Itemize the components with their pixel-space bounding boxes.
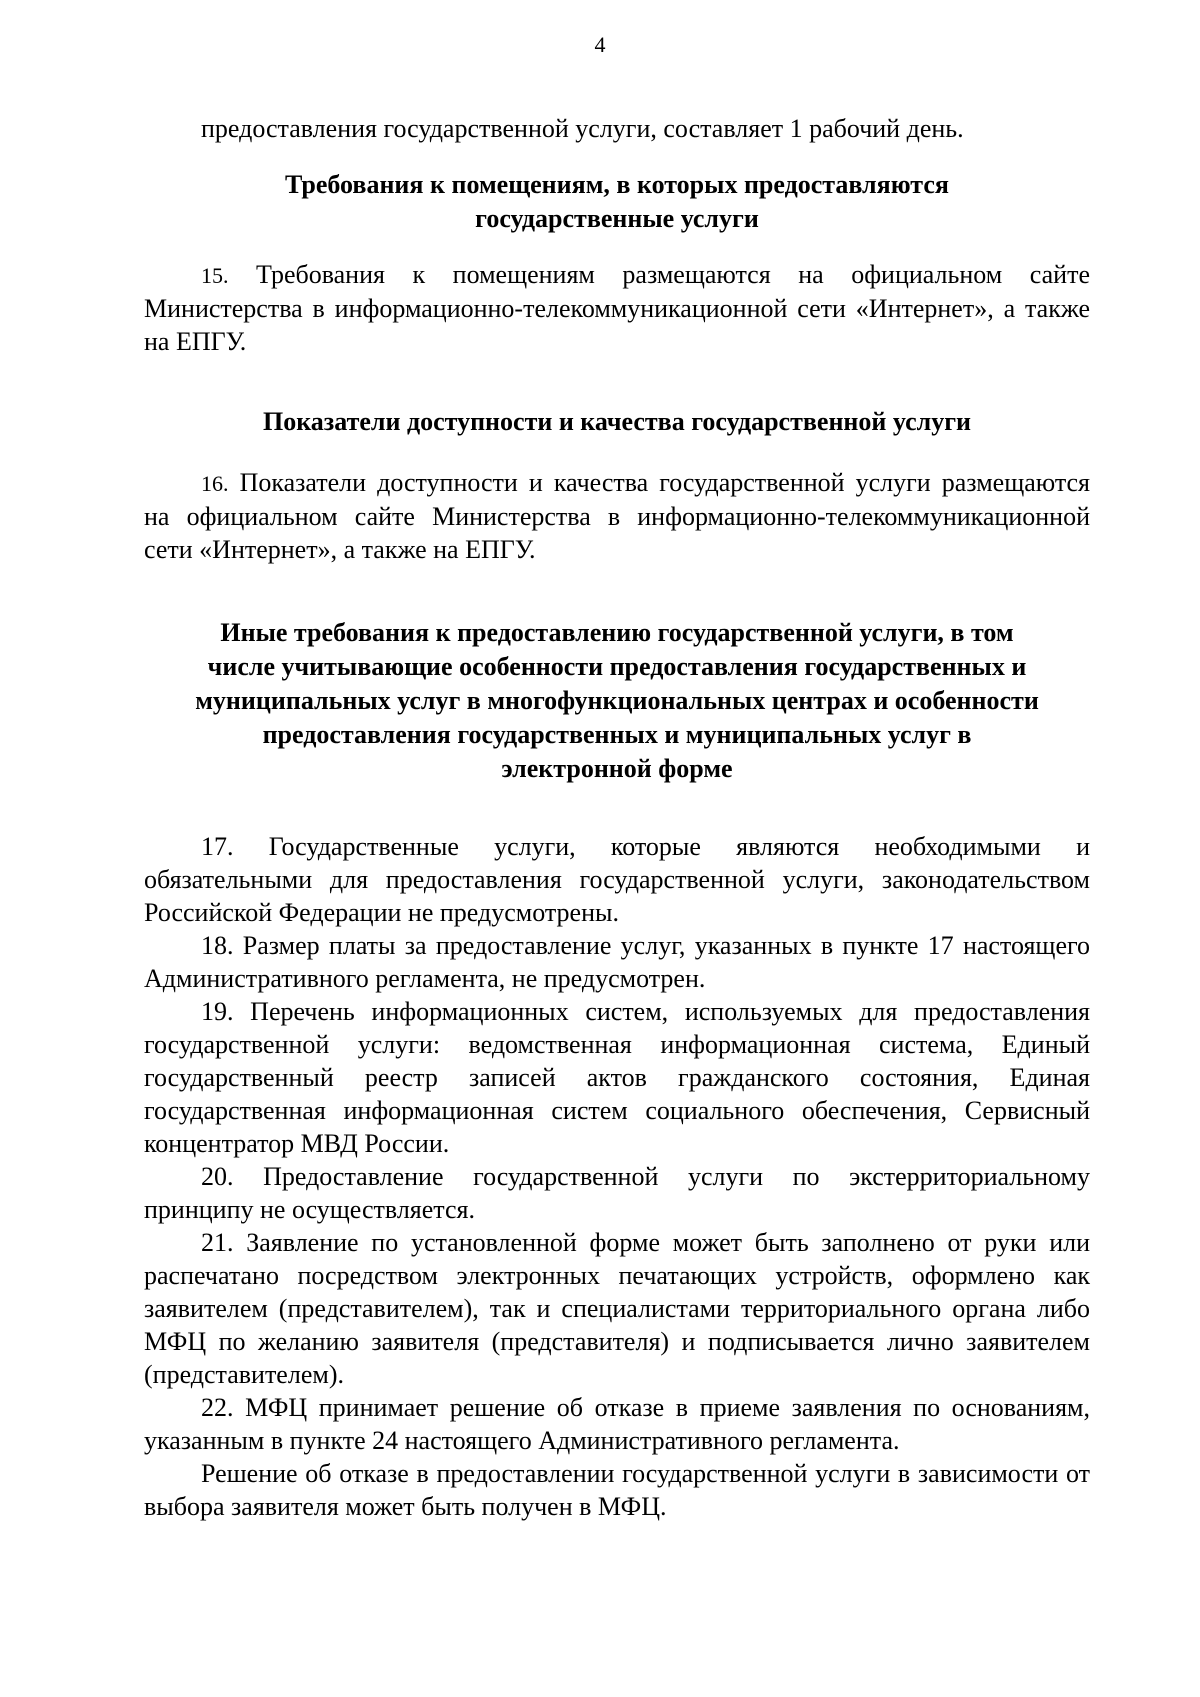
paragraph-text: Показатели доступности и качества государственной услуги размещаются на официальном сайте Министерства в информационно-телекоммуникационной сети «Интернет», а также на ЕПГУ. xyxy=(144,468,1091,564)
section-premises-heading xyxy=(144,168,1090,236)
paragraph xyxy=(144,258,1090,358)
heading-line: электронной форме xyxy=(501,754,733,783)
paragraph-number: 19. xyxy=(201,997,234,1026)
paragraph-text: Решение об отказе в предоставлении государственной услуги в зависимости от выбора заявителя может быть получен в МФЦ. xyxy=(144,1459,1090,1521)
paragraph-number: 15. xyxy=(201,263,229,288)
heading-line: Требования к помещениям, в которых предоставляются xyxy=(285,170,949,199)
heading-line: предоставления государственных и муниципальных услуг в xyxy=(262,720,972,749)
paragraph-number: 21. xyxy=(201,1228,234,1257)
paragraph-number: 17. xyxy=(201,832,234,861)
heading-line: государственные услуги xyxy=(475,204,759,233)
paragraph-number: 20. xyxy=(201,1162,234,1191)
paragraph-number: 22. xyxy=(201,1393,234,1422)
lead-paragraph xyxy=(144,112,1090,145)
paragraph-16 xyxy=(144,466,1090,566)
heading-line: муниципальных услуг в многофункциональных центрах и особенности xyxy=(195,686,1039,715)
paragraph-number: 18. xyxy=(201,931,234,960)
paragraph-refusal-decision xyxy=(144,1457,1090,1523)
page-number: 4 xyxy=(594,32,606,57)
lead-line: предоставления государственной услуги, составляет 1 рабочий день. xyxy=(201,114,964,143)
paragraph-text: Требования к помещениям размещаются на официальном сайте Министерства в информационно-телекоммуникационной сети «Интернет», а также на ЕПГУ. xyxy=(144,260,1090,356)
paragraph-text: Заявление по установленной форме может быть заполнено от руки или распечатано посредством электронных печатающих устройств, оформлено как заявителем (представителем), так и специалистами территориального органа либо МФЦ по желанию заявителя (представителя) и подписывается лично заявителем (представителем). xyxy=(144,1228,1091,1389)
paragraph-20 xyxy=(144,1160,1090,1226)
paragraph-text: Перечень информационных систем, используемых для предоставления государственной услуги: ведомственная информационная система, Единый государственный реестр записей актов гражданского состояния, Единая государственная информационная систем социального обеспечения, Сервисный концентратор МВД России. xyxy=(144,997,1091,1158)
paragraph-text: Предоставление государственной услуги по экстерриториальному принципу не осуществляется. xyxy=(144,1162,1091,1224)
paragraph-22 xyxy=(144,1391,1090,1457)
heading-line: числе учитывающие особенности предоставления государственных и xyxy=(207,652,1027,681)
section-other-requirements-heading xyxy=(144,616,1090,786)
heading-line: Показатели доступности и качества государственной услуги xyxy=(262,407,972,436)
paragraphs-17-22 xyxy=(144,830,1090,1523)
heading-line: Иные требования к предоставлению государственной услуги, в том xyxy=(220,618,1014,647)
paragraph-text: МФЦ принимает решение об отказе в приеме заявления по основаниям, указанным в пункте 24 настоящего Административного регламента. xyxy=(144,1393,1090,1455)
paragraph-text: Государственные услуги, которые являются необходимыми и обязательными для предоставления государственной услуги, законодательством Российской Федерации не предусмотрены. xyxy=(144,832,1090,927)
paragraph-number: 16. xyxy=(201,471,229,496)
paragraph-19 xyxy=(144,995,1090,1160)
paragraph-text: Размер платы за предоставление услуг, указанных в пункте 17 настоящего Административного регламента, не предусмотрен. xyxy=(144,931,1090,993)
paragraph xyxy=(144,466,1090,566)
paragraph-18 xyxy=(144,929,1090,995)
paragraph-17 xyxy=(144,830,1090,929)
paragraph-21 xyxy=(144,1226,1090,1391)
section-accessibility-heading xyxy=(144,405,1090,439)
paragraph-15 xyxy=(144,258,1090,358)
